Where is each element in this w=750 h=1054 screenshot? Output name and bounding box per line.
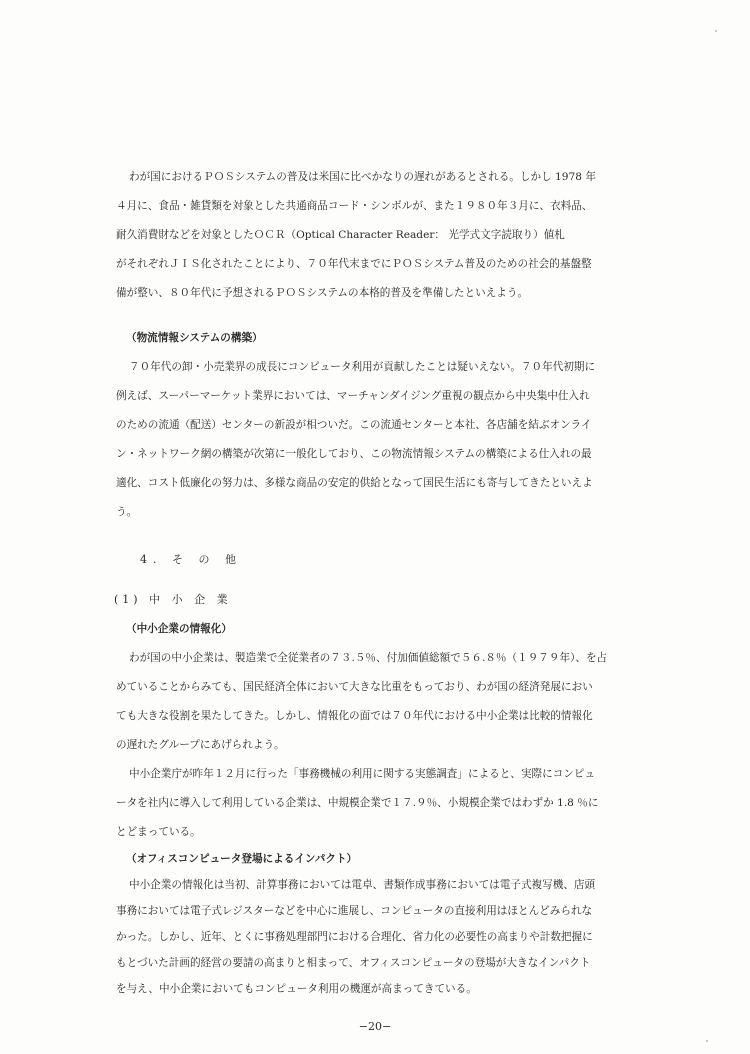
paragraph-line: う。 xyxy=(116,506,138,518)
paragraph-line: のための流通（配送）センターの新設が相ついだ。この流通センターと本社、各店舗を結ぶオンライ xyxy=(116,419,592,431)
paragraph-line: を与え、中小企業においてもコンピュータ利用の機運が高まってきている。 xyxy=(116,983,477,995)
paragraph-line: ７０年代の卸・小売業界の成長にコンピュータ利用が貢献したことは疑いえない。７０年代初期に xyxy=(129,361,596,373)
paragraph-line: 例えば、スーパーマーケット業界においては、マーチャンダイジング重視の観点から中央集中仕入れ xyxy=(116,390,590,402)
paragraph-line: わが国の中小企業は、製造業で全従業者の７３.５％、付加価値総額で５６.８％（１９７９年）、を占 xyxy=(129,652,608,664)
paragraph-line: かった。しかし、近年、とくに事務処理部門における合理化、省力化の必要性の高まりや計数把握に xyxy=(116,931,593,943)
section-heading: 4. そ の 他 xyxy=(140,553,242,566)
paragraph-line: がそれぞれＪＩＳ化されたことにより、７０年代末までにＰＯＳシステム普及のための社会的基盤整 xyxy=(116,258,592,270)
paragraph-line: ン・ネットワーク網の構築が次第に一般化しており、この物流情報システムの構築による仕入れの最 xyxy=(116,448,592,460)
paragraph-line: わが国におけるＰＯＳシステムの普及は米国に比べかなりの遅れがあるとされる。しかし 1978 年 xyxy=(129,171,596,183)
paragraph-line: もとづいた計画的経営の要請の高まりと相まって、オフィスコンピュータの登場が大きなインパクト xyxy=(116,957,591,969)
paragraph-line: 耐久消費財などを対象としたＯＣＲ（Optical Character Reader： 光学式文字読取り）値札 xyxy=(116,229,565,241)
paragraph-line: 備が整い、８０年代に予想されるＰＯＳシステムの本格的普及を準備したといえよう。 xyxy=(116,287,529,299)
scan-speck xyxy=(715,30,717,32)
paragraph-line: 事務においては電子式レジスターなどを中心に進展し、コンピュータの直接利用はほとんどみられな xyxy=(116,905,593,917)
paragraph-line: ４月に、食品・雑貨類を対象とした共通商品コード・シンボルが、また１９８０年３月に、衣料品、 xyxy=(116,200,593,212)
scan-speck xyxy=(706,1040,708,1042)
paragraph-line: 中小企業庁が昨年１２月に行った「事務機械の利用に関する実態調査」によると、実際にコンピュ xyxy=(129,768,596,780)
paragraph-line: 適化、コスト低廉化の努力は、多様な商品の安定的供給となって国民生活にも寄与してきたといえよ xyxy=(116,477,593,489)
paragraph-line: の遅れたグループにあげられよう。 xyxy=(116,739,285,751)
paragraph-line: ても大きな役割を果たしてきた。しかし、情報化の面では７０年代における中小企業は比較的情報化 xyxy=(116,710,593,722)
heading-office-computer: （オフィスコンピュータ登場によるインパクト） xyxy=(126,853,358,865)
paragraph-line: 中小企業の情報化は当初、計算事務においては電卓、書類作成事務においては電子式複写機、店頭 xyxy=(129,879,596,891)
paragraph-line: めていることからみても、国民経済全体において大きな比重をもっており、わが国の経済発展におい xyxy=(116,681,593,693)
heading-sme-info: （中小企業の情報化） xyxy=(126,623,232,635)
page-number: −20− xyxy=(358,1020,392,1033)
subsection-heading: (1) 中 小 企 業 xyxy=(114,593,232,606)
paragraph-line: ータを社内に導入して利用している企業は、中規模企業で１７.９％、小規模企業ではわずか 1.8 ％に xyxy=(116,797,599,809)
paragraph-line: とどまっている。 xyxy=(116,826,201,838)
heading-logistics: （物流情報システムの構築） xyxy=(126,332,263,344)
